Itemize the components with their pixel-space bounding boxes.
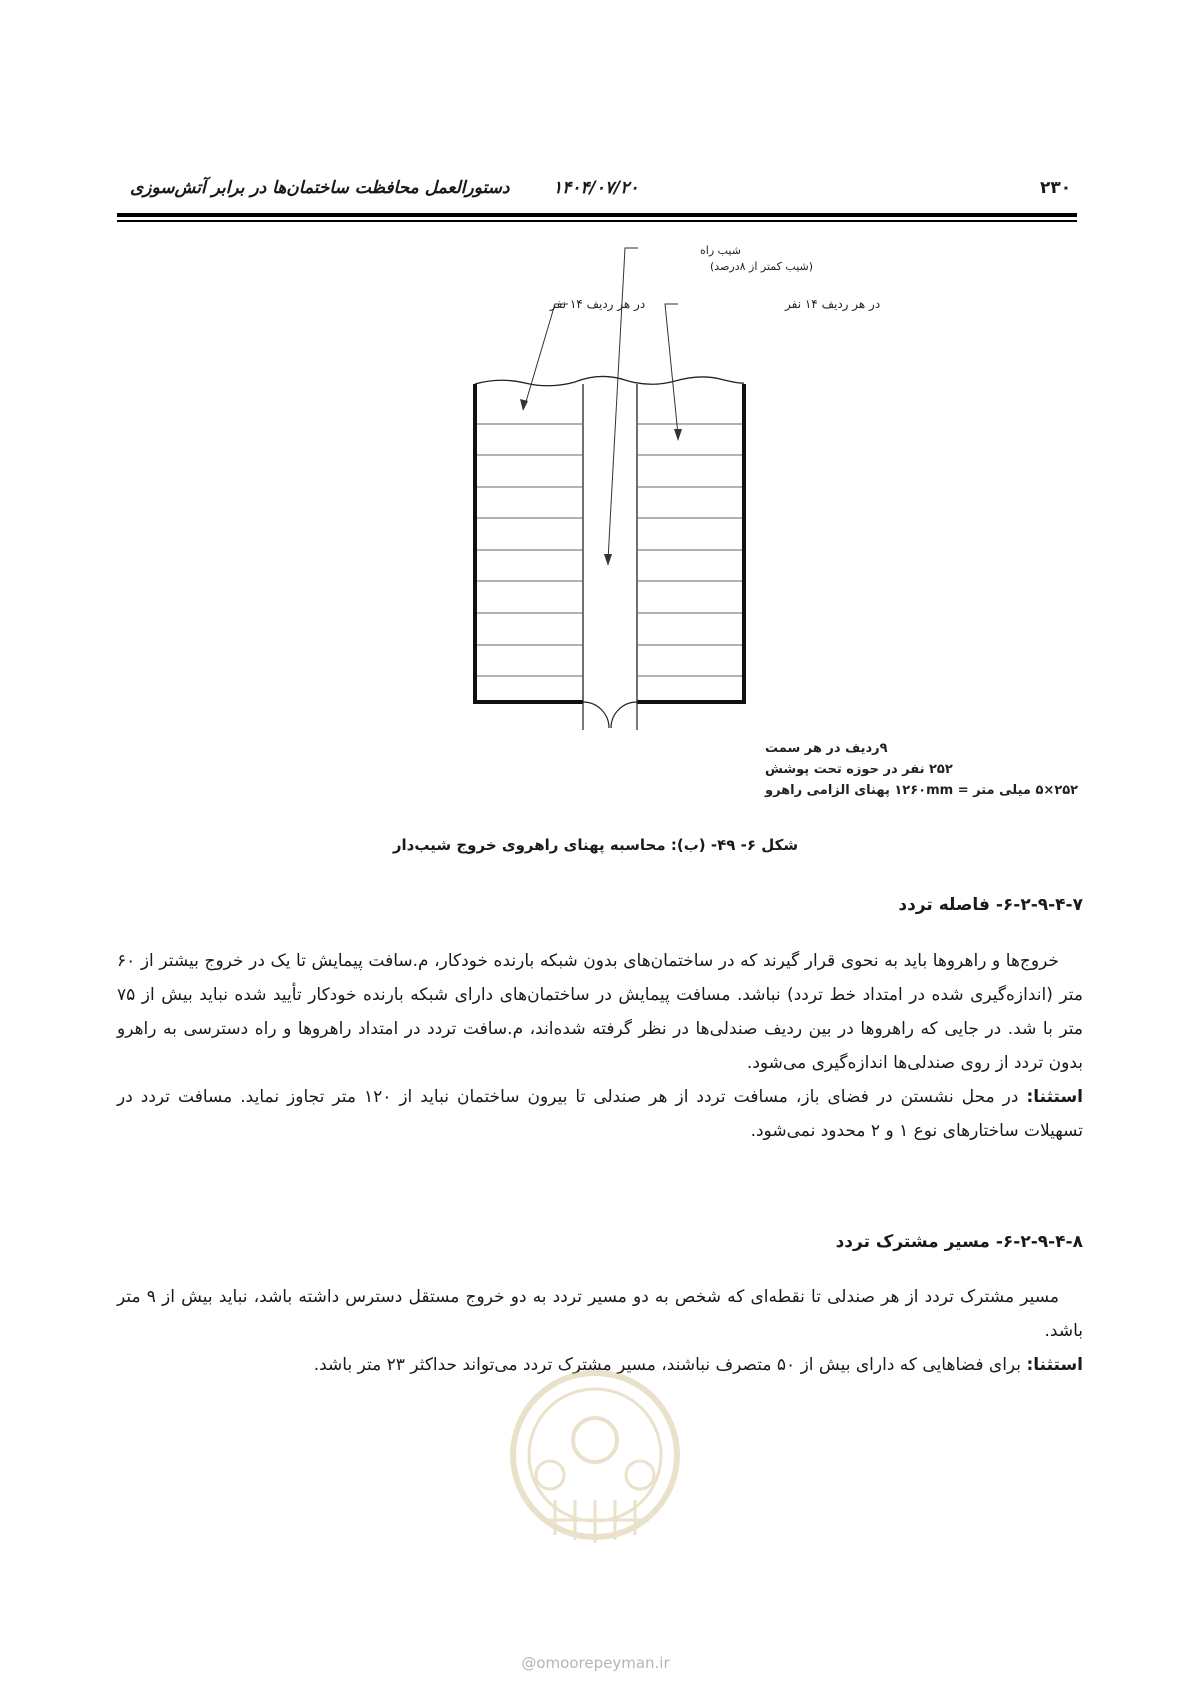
section-paragraph: مسیر مشترک تردد از هر صندلی تا نقطه‌ای که شخص به دو مسیر تردد به دو خروج مستقل دسترس داشته باشد، نباید بیش از ۹ متر باشد. — [117, 1287, 1083, 1341]
right-seat-rows — [637, 424, 742, 676]
right-row-arrow — [674, 429, 682, 441]
page-number: ۲۳۰ — [1040, 178, 1072, 198]
section-7-body — [117, 944, 1083, 1148]
left-row-leader — [525, 304, 568, 405]
ramp-aisle-diagram — [0, 0, 1191, 820]
ramp-label-2: (شیب کمتر از ۸درصد) — [710, 260, 814, 273]
section-heading: ۶-۲-۹-۴-۸- مسیر مشترک تردد — [835, 1232, 1083, 1252]
ramp-leader — [608, 248, 638, 560]
ramp-label-1: شیب راه — [700, 244, 741, 257]
left-seat-rows — [477, 424, 583, 676]
header-title: دستورالعمل محافظت ساختمان‌ها در برابر آتش‌سوزی — [130, 178, 510, 198]
right-row-leader — [665, 304, 678, 435]
break-line — [475, 376, 744, 385]
header-date: ۱۴۰۴/۰۷/۲۰ — [553, 178, 639, 198]
section-7 — [117, 895, 1083, 915]
exception-note — [117, 1080, 1083, 1148]
ramp-arrow — [604, 554, 612, 566]
exit-door-left — [583, 702, 609, 730]
watermark-seal — [495, 1335, 695, 1595]
section-8 — [117, 1232, 1083, 1252]
exception-label: استثنا: — [1026, 1087, 1083, 1107]
section-heading: ۶-۲-۹-۴-۷- فاصله تردد — [898, 895, 1083, 915]
exit-door-right — [611, 702, 637, 730]
exception-text: در محل نشستن در فضای باز، مسافت تردد از هر صندلی تا بیرون ساختمان نباید از ۱۲۰ متر تجاوز نماید. مسافت تردد در تسهیلات ساختارهای نوع ۱ و ۲ محدود نمی‌شود. — [117, 1087, 1083, 1141]
note-3: ۲۵۲×۵ میلی متر = ۱۲۶۰mm پهنای الزامی راهرو — [765, 783, 1079, 798]
left-row-label: در هر ردیف ۱۴ نفر — [550, 297, 646, 311]
section-paragraph: خروج‌ها و راهروها باید به نحوی قرار گیرند که در ساختمان‌های بدون شبکه بارنده خودکار، م.سافت پیمایش تا یک در خروج بیشتر از ۶۰ متر (اندازه‌گیری شده در امتداد خط تردد) نباشد. مسافت پیمایش در ساختمان‌های دارای شبکه بارنده خودکار تأیید شده نباید بیش از ۷۵ متر با شد. در جایی که راهروها در بین ردیف صندلی‌ها در نظر گرفته شده‌اند، م.سافت تردد در امتداد راهروها و راه دسترسی به راهرو بدون تردد از روی صندلی‌ها اندازه‌گیری می‌شود. — [117, 951, 1083, 1073]
right-row-label: در هر ردیف ۱۴ نفر — [785, 297, 881, 311]
figure-caption: شکل ۶- ۴۹- (ب): محاسبه پهنای راهروی خروج شیب‌دار — [392, 836, 799, 854]
left-row-arrow — [520, 399, 528, 411]
note-1: ۹ردیف در هر سمت — [765, 741, 888, 756]
exception-label: استثنا: — [1026, 1355, 1083, 1375]
watermark-url: @omoorepeyman.ir — [521, 1654, 670, 1672]
exception-text: برای فضاهایی که دارای بیش از ۵۰ متصرف نباشند، مسیر مشترک تردد می‌تواند حداکثر ۲۳ متر باشد. — [313, 1355, 1027, 1375]
note-2: ۲۵۲ نفر در حوزه تحت پوشش — [765, 762, 953, 777]
